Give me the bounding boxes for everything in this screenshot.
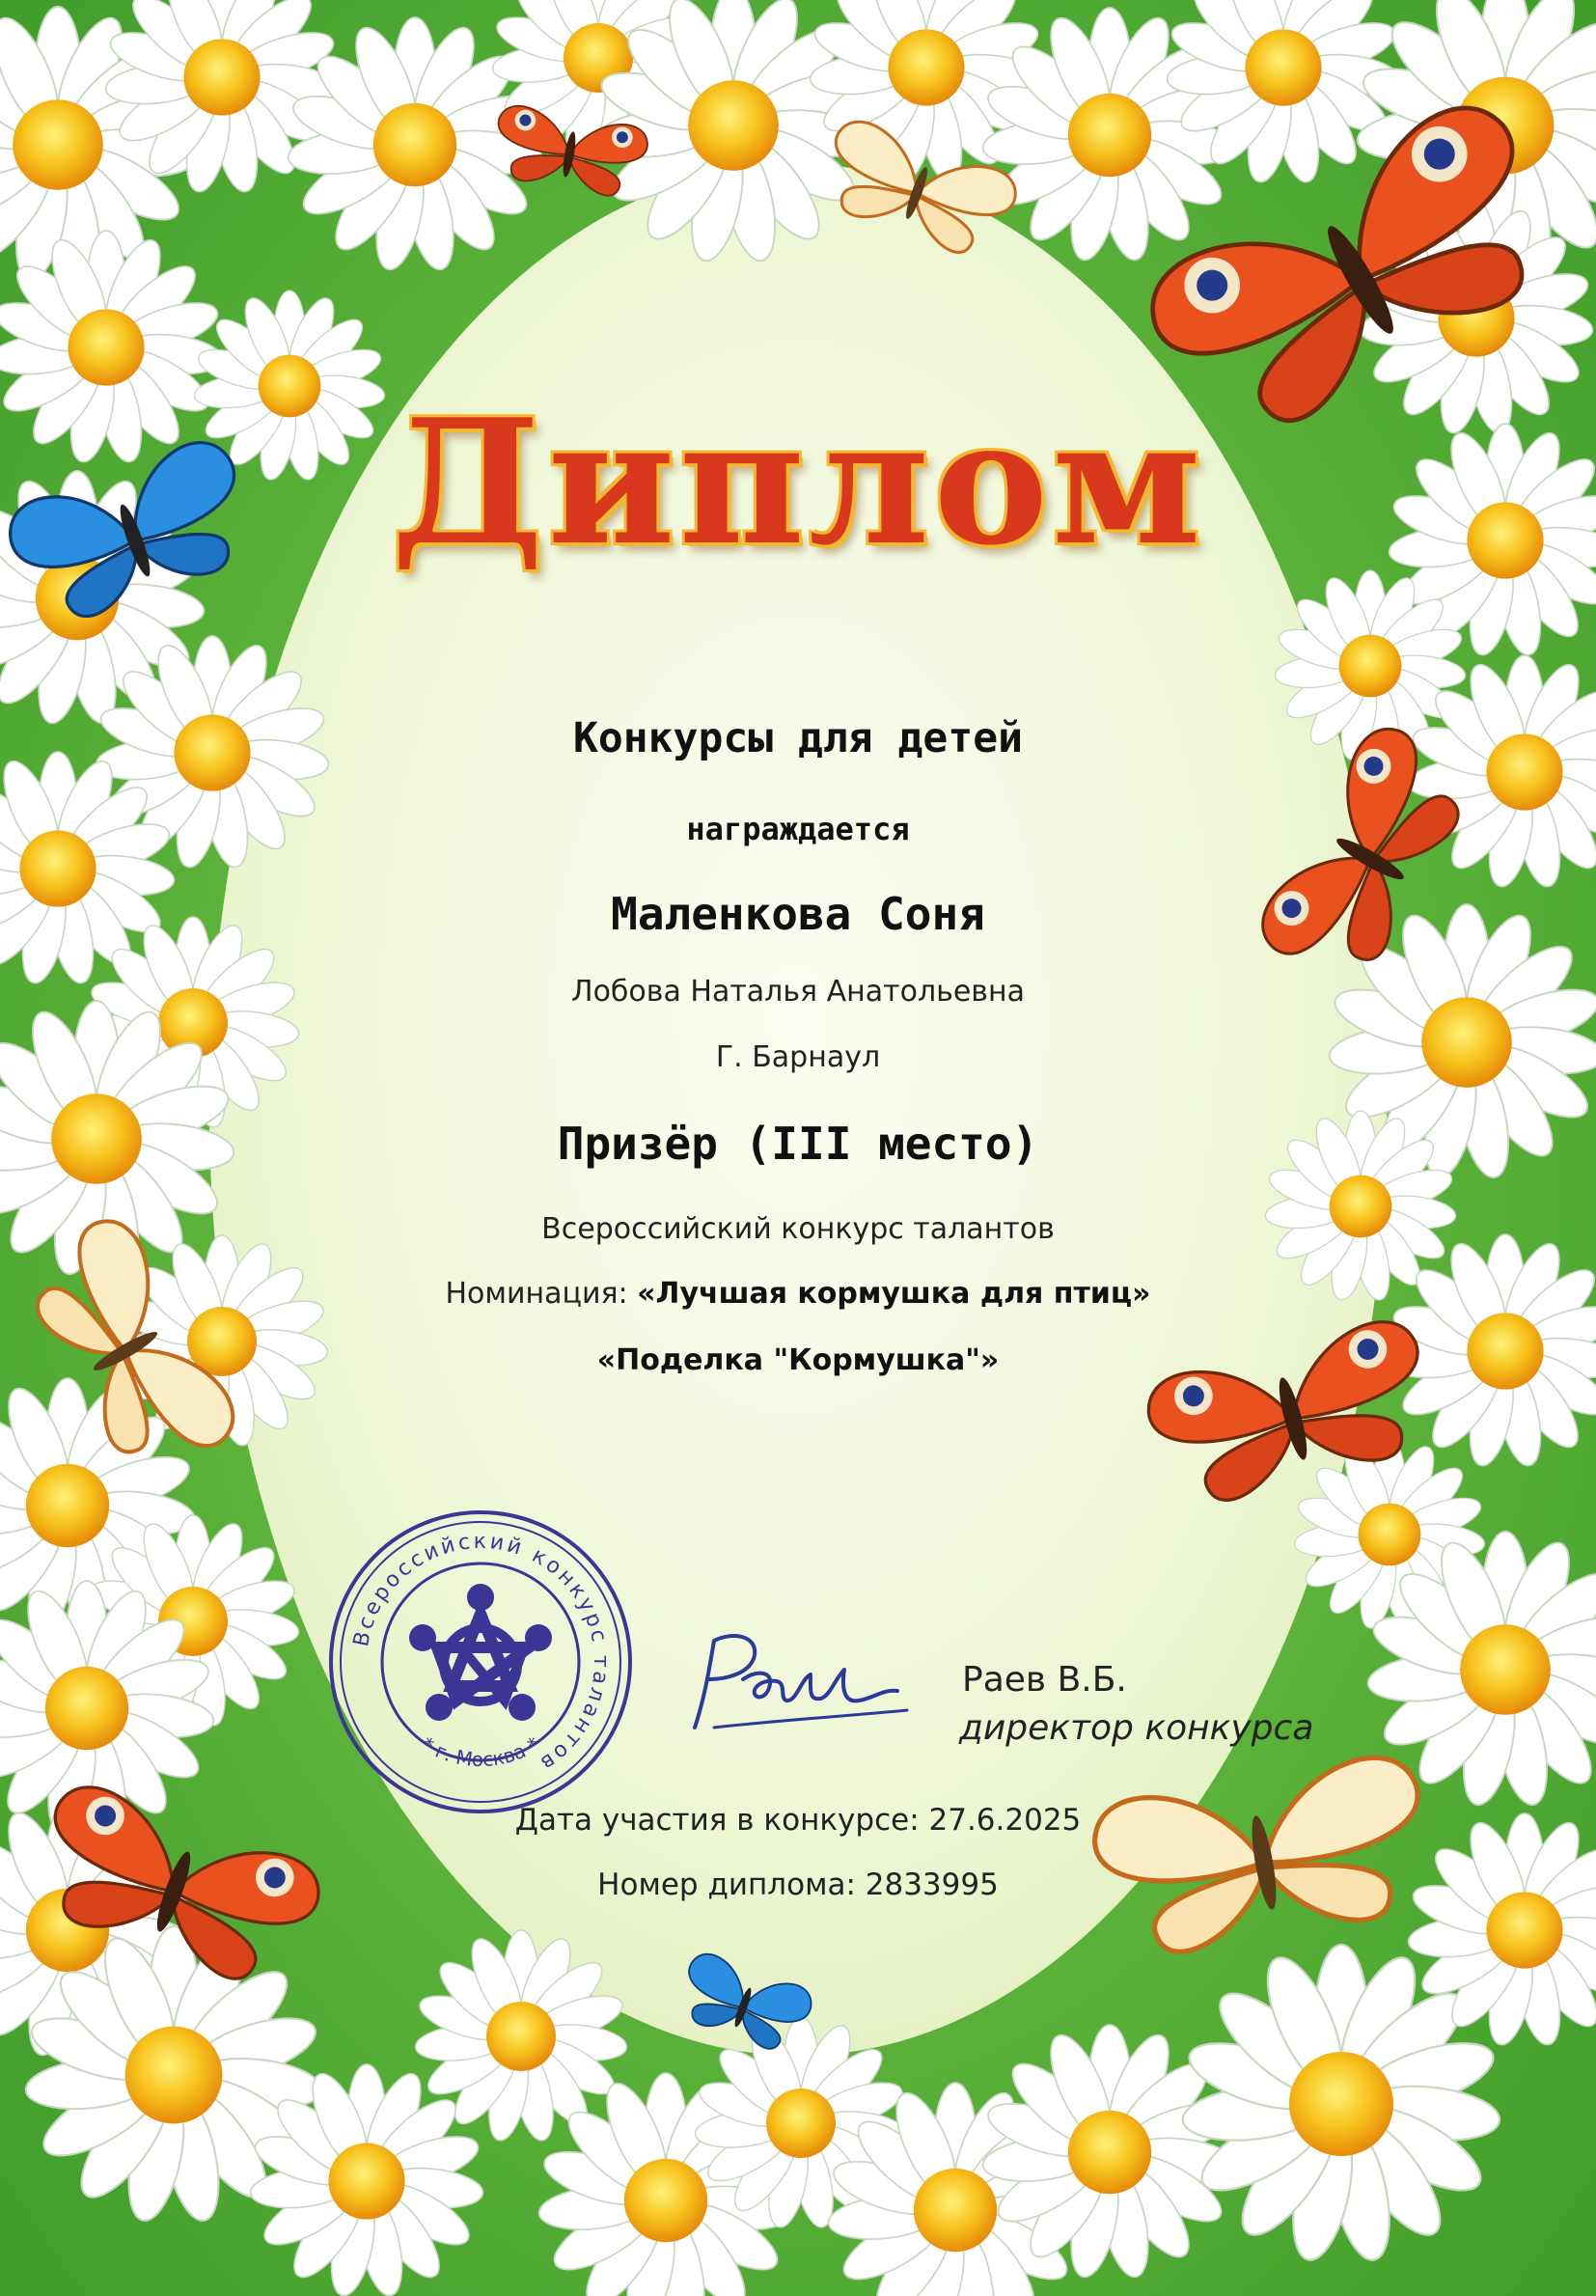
people-circle-icon (409, 1584, 552, 1721)
signature-icon (666, 1612, 917, 1757)
recipient-name: Маленкова Соня (611, 888, 985, 940)
teacher-name: Лобова Наталья Анатольевна (571, 975, 1025, 1009)
nomination-value: «Лучшая кормушка для птиц» (637, 1277, 1151, 1311)
stamp-city-text: * г. Москва * (417, 1731, 544, 1772)
organization-name: Конкурсы для детей (573, 714, 1023, 762)
stamp-ring-text: Всероссийский конкурс талантов (348, 1529, 614, 1777)
work-title: «Поделка "Кормушка"» (596, 1343, 1000, 1377)
nomination (0, 1277, 1596, 1311)
svg-text:* г. Москва * (418, 1732, 543, 1771)
nomination-label: Номинация: (445, 1277, 638, 1311)
city: Г. Барнаул (715, 1040, 881, 1074)
contest-name: Всероссийский конкурс талантов (541, 1212, 1055, 1246)
participation-date: Дата участия в конкурсе: 27.6.2025 (514, 1803, 1082, 1838)
awarded-label: награждается (686, 811, 910, 847)
award-place: Призёр (III место) (557, 1118, 1039, 1170)
stamp-seal (321, 1503, 640, 1821)
diploma-number: Номер диплома: 2833995 (597, 1867, 999, 1902)
page-title: Диплом (391, 381, 1205, 583)
signer-role: директор конкурса (959, 1708, 1314, 1748)
signer-name: Раев В.Б. (962, 1660, 1127, 1700)
